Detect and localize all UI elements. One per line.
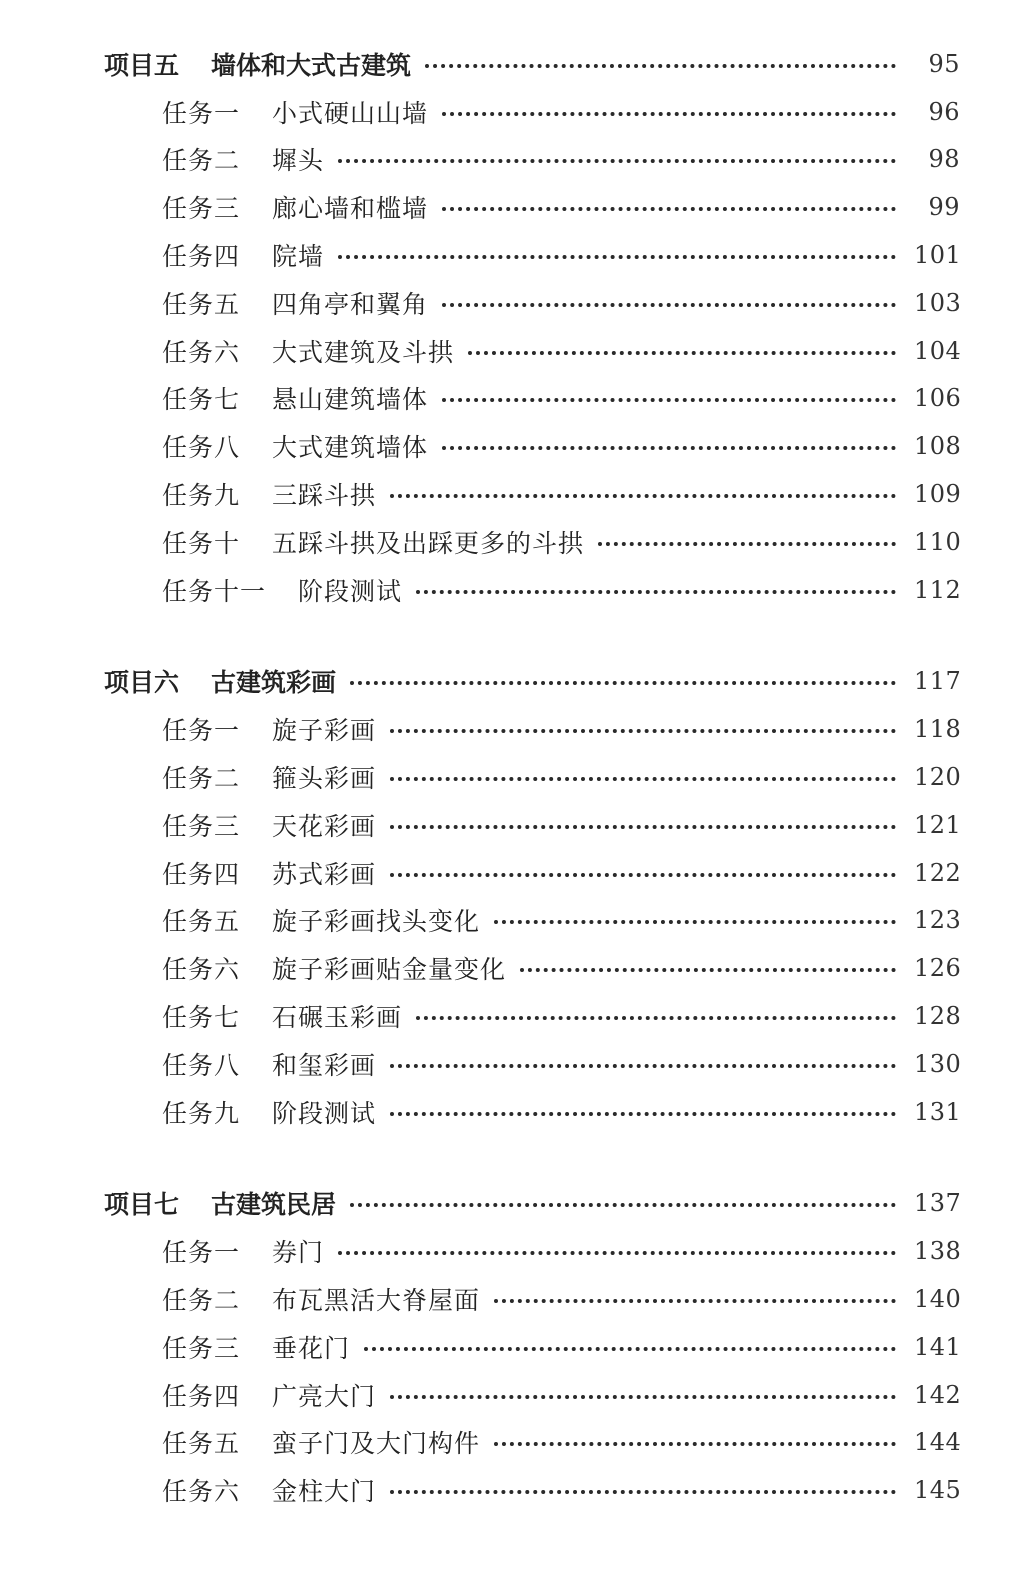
toc-task-entry[interactable] xyxy=(0,183,1018,231)
page-number: 130 xyxy=(914,1049,962,1078)
task-number: 任务二 xyxy=(162,1286,241,1316)
dot-leader xyxy=(416,590,896,594)
project-title: 古建筑彩画 xyxy=(211,668,337,698)
task-title: 阶段测试 xyxy=(272,1098,377,1128)
page-number: 99 xyxy=(928,193,960,222)
dot-leader xyxy=(364,1347,896,1351)
dot-leader xyxy=(416,1016,896,1020)
dot-leader xyxy=(390,729,896,733)
task-number: 任务一 xyxy=(162,98,241,128)
dot-leader xyxy=(442,303,896,307)
dot-leader xyxy=(350,1203,896,1207)
toc-task-entry[interactable] xyxy=(0,1227,1018,1275)
task-number: 任务八 xyxy=(162,1050,241,1080)
page-number: 122 xyxy=(914,858,962,887)
page-number: 98 xyxy=(928,145,960,174)
project-title: 古建筑民居 xyxy=(211,1190,337,1220)
page-number: 95 xyxy=(928,49,960,78)
task-number: 任务九 xyxy=(162,1098,241,1128)
dot-leader xyxy=(598,542,896,546)
dot-leader xyxy=(494,1442,896,1446)
toc-section-project-6 xyxy=(0,658,1018,1136)
page-number: 128 xyxy=(914,1002,962,1031)
page-number: 121 xyxy=(914,810,962,839)
task-number: 任务九 xyxy=(162,481,241,511)
page-number: 106 xyxy=(914,384,962,413)
task-title: 券门 xyxy=(272,1238,325,1268)
page-number: 131 xyxy=(914,1097,962,1126)
task-title: 三踩斗拱 xyxy=(272,481,377,511)
toc-task-entry[interactable] xyxy=(0,1323,1018,1371)
task-title: 布瓦黑活大脊屋面 xyxy=(272,1286,481,1316)
task-number: 任务十 xyxy=(162,528,241,558)
task-number: 任务四 xyxy=(162,242,241,272)
task-title: 广亮大门 xyxy=(272,1381,377,1411)
toc-task-entry[interactable] xyxy=(0,753,1018,801)
toc-task-entry[interactable] xyxy=(0,1419,1018,1467)
toc-task-entry[interactable] xyxy=(0,375,1018,423)
task-title: 阶段测试 xyxy=(298,576,403,606)
toc-task-entry[interactable] xyxy=(0,231,1018,279)
task-number: 任务六 xyxy=(162,337,241,367)
page-number: 117 xyxy=(914,667,962,696)
task-title: 悬山建筑墙体 xyxy=(272,385,429,415)
task-number: 任务三 xyxy=(162,1333,241,1363)
toc-task-entry[interactable] xyxy=(0,705,1018,753)
toc-task-entry[interactable] xyxy=(0,1371,1018,1419)
project-number: 项目五 xyxy=(104,50,180,80)
page-number: 123 xyxy=(914,906,962,935)
task-number: 任务二 xyxy=(162,146,241,176)
dot-leader xyxy=(390,825,896,829)
task-title: 四角亭和翼角 xyxy=(272,289,429,319)
task-title: 苏式彩画 xyxy=(272,859,377,889)
toc-task-entry[interactable] xyxy=(0,518,1018,566)
page-number: 126 xyxy=(914,954,962,983)
dot-leader xyxy=(390,1064,896,1068)
toc-task-entry[interactable] xyxy=(0,1275,1018,1323)
task-title: 旋子彩画找头变化 xyxy=(272,907,481,937)
dot-leader xyxy=(390,1395,896,1399)
toc-task-entry[interactable] xyxy=(0,470,1018,518)
toc-task-entry[interactable] xyxy=(0,88,1018,136)
task-number: 任务七 xyxy=(162,385,241,415)
dot-leader xyxy=(350,681,896,685)
page-number: 142 xyxy=(914,1380,962,1409)
page-number: 101 xyxy=(914,241,962,270)
task-number: 任务八 xyxy=(162,433,241,463)
task-number: 任务四 xyxy=(162,859,241,889)
task-number: 任务五 xyxy=(162,907,241,937)
dot-leader xyxy=(520,968,896,972)
toc-task-entry[interactable] xyxy=(0,992,1018,1040)
task-title: 和玺彩画 xyxy=(272,1050,377,1080)
task-title: 垂花门 xyxy=(272,1333,351,1363)
toc-task-entry[interactable] xyxy=(0,422,1018,470)
toc-task-entry[interactable] xyxy=(0,801,1018,849)
task-title: 大式建筑墙体 xyxy=(272,433,429,463)
page-number: 140 xyxy=(914,1285,962,1314)
page-number: 108 xyxy=(914,432,962,461)
page-number: 104 xyxy=(914,336,962,365)
toc-task-entry[interactable] xyxy=(0,849,1018,897)
task-number: 任务五 xyxy=(162,1429,241,1459)
task-title: 廊心墙和槛墙 xyxy=(272,194,429,224)
dot-leader xyxy=(425,64,896,68)
toc-task-entry[interactable] xyxy=(0,944,1018,992)
toc-task-entry[interactable] xyxy=(0,136,1018,184)
task-title: 天花彩画 xyxy=(272,811,377,841)
page-number: 112 xyxy=(914,575,962,604)
toc-section-project-5 xyxy=(0,40,1018,614)
dot-leader xyxy=(442,112,896,116)
page-number: 110 xyxy=(914,527,962,556)
task-number: 任务二 xyxy=(162,764,241,794)
dot-leader xyxy=(468,351,896,355)
dot-leader xyxy=(338,255,896,259)
task-number: 任务六 xyxy=(162,1477,241,1507)
task-number: 任务四 xyxy=(162,1381,241,1411)
task-number: 任务三 xyxy=(162,194,241,224)
page-number: 120 xyxy=(914,763,962,792)
toc-task-entry[interactable] xyxy=(0,897,1018,945)
toc-task-entry[interactable] xyxy=(0,279,1018,327)
toc-section-project-7 xyxy=(0,1180,1018,1515)
task-title: 小式硬山山墙 xyxy=(272,98,429,128)
task-number: 任务五 xyxy=(162,289,241,319)
dot-leader xyxy=(442,446,896,450)
page-number: 137 xyxy=(914,1189,962,1218)
toc-task-entry[interactable] xyxy=(0,1040,1018,1088)
task-title: 五踩斗拱及出踩更多的斗拱 xyxy=(272,528,585,558)
dot-leader xyxy=(390,1490,896,1494)
toc-task-entry[interactable] xyxy=(0,566,1018,614)
dot-leader xyxy=(494,920,896,924)
task-title: 箍头彩画 xyxy=(272,764,377,794)
task-number: 任务十一 xyxy=(162,576,267,606)
dot-leader xyxy=(390,873,896,877)
dot-leader xyxy=(338,159,896,163)
dot-leader xyxy=(442,207,896,211)
toc-project-entry[interactable] xyxy=(0,658,1018,706)
task-title: 墀头 xyxy=(272,146,325,176)
dot-leader xyxy=(390,777,896,781)
task-title: 旋子彩画贴金量变化 xyxy=(272,955,507,985)
task-title: 大式建筑及斗拱 xyxy=(272,337,455,367)
project-number: 项目七 xyxy=(104,1190,180,1220)
page-number: 118 xyxy=(914,715,962,744)
task-number: 任务三 xyxy=(162,811,241,841)
page-number: 103 xyxy=(914,288,962,317)
toc-project-entry[interactable] xyxy=(0,40,1018,88)
page-number: 96 xyxy=(928,97,960,126)
project-number: 项目六 xyxy=(104,668,180,698)
table-of-contents xyxy=(0,40,1018,1558)
dot-leader xyxy=(390,1112,896,1116)
page-number: 145 xyxy=(914,1476,962,1505)
task-number: 任务六 xyxy=(162,955,241,985)
project-title: 墙体和大式古建筑 xyxy=(211,50,412,80)
toc-task-entry[interactable] xyxy=(0,327,1018,375)
page-number: 141 xyxy=(914,1332,962,1361)
toc-task-entry[interactable] xyxy=(0,1466,1018,1514)
task-number: 任务一 xyxy=(162,1238,241,1268)
page-number: 138 xyxy=(914,1237,962,1266)
task-number: 任务一 xyxy=(162,716,241,746)
task-title: 旋子彩画 xyxy=(272,716,377,746)
task-number: 任务七 xyxy=(162,1003,241,1033)
task-title: 石碾玉彩画 xyxy=(272,1003,403,1033)
page-number: 109 xyxy=(914,480,962,509)
dot-leader xyxy=(494,1299,896,1303)
page-number: 144 xyxy=(914,1428,962,1457)
task-title: 院墙 xyxy=(272,242,325,272)
dot-leader xyxy=(442,398,896,402)
dot-leader xyxy=(338,1251,896,1255)
task-title: 金柱大门 xyxy=(272,1477,377,1507)
dot-leader xyxy=(390,494,896,498)
toc-project-entry[interactable] xyxy=(0,1180,1018,1228)
task-title: 蛮子门及大门构件 xyxy=(272,1429,481,1459)
toc-task-entry[interactable] xyxy=(0,1088,1018,1136)
